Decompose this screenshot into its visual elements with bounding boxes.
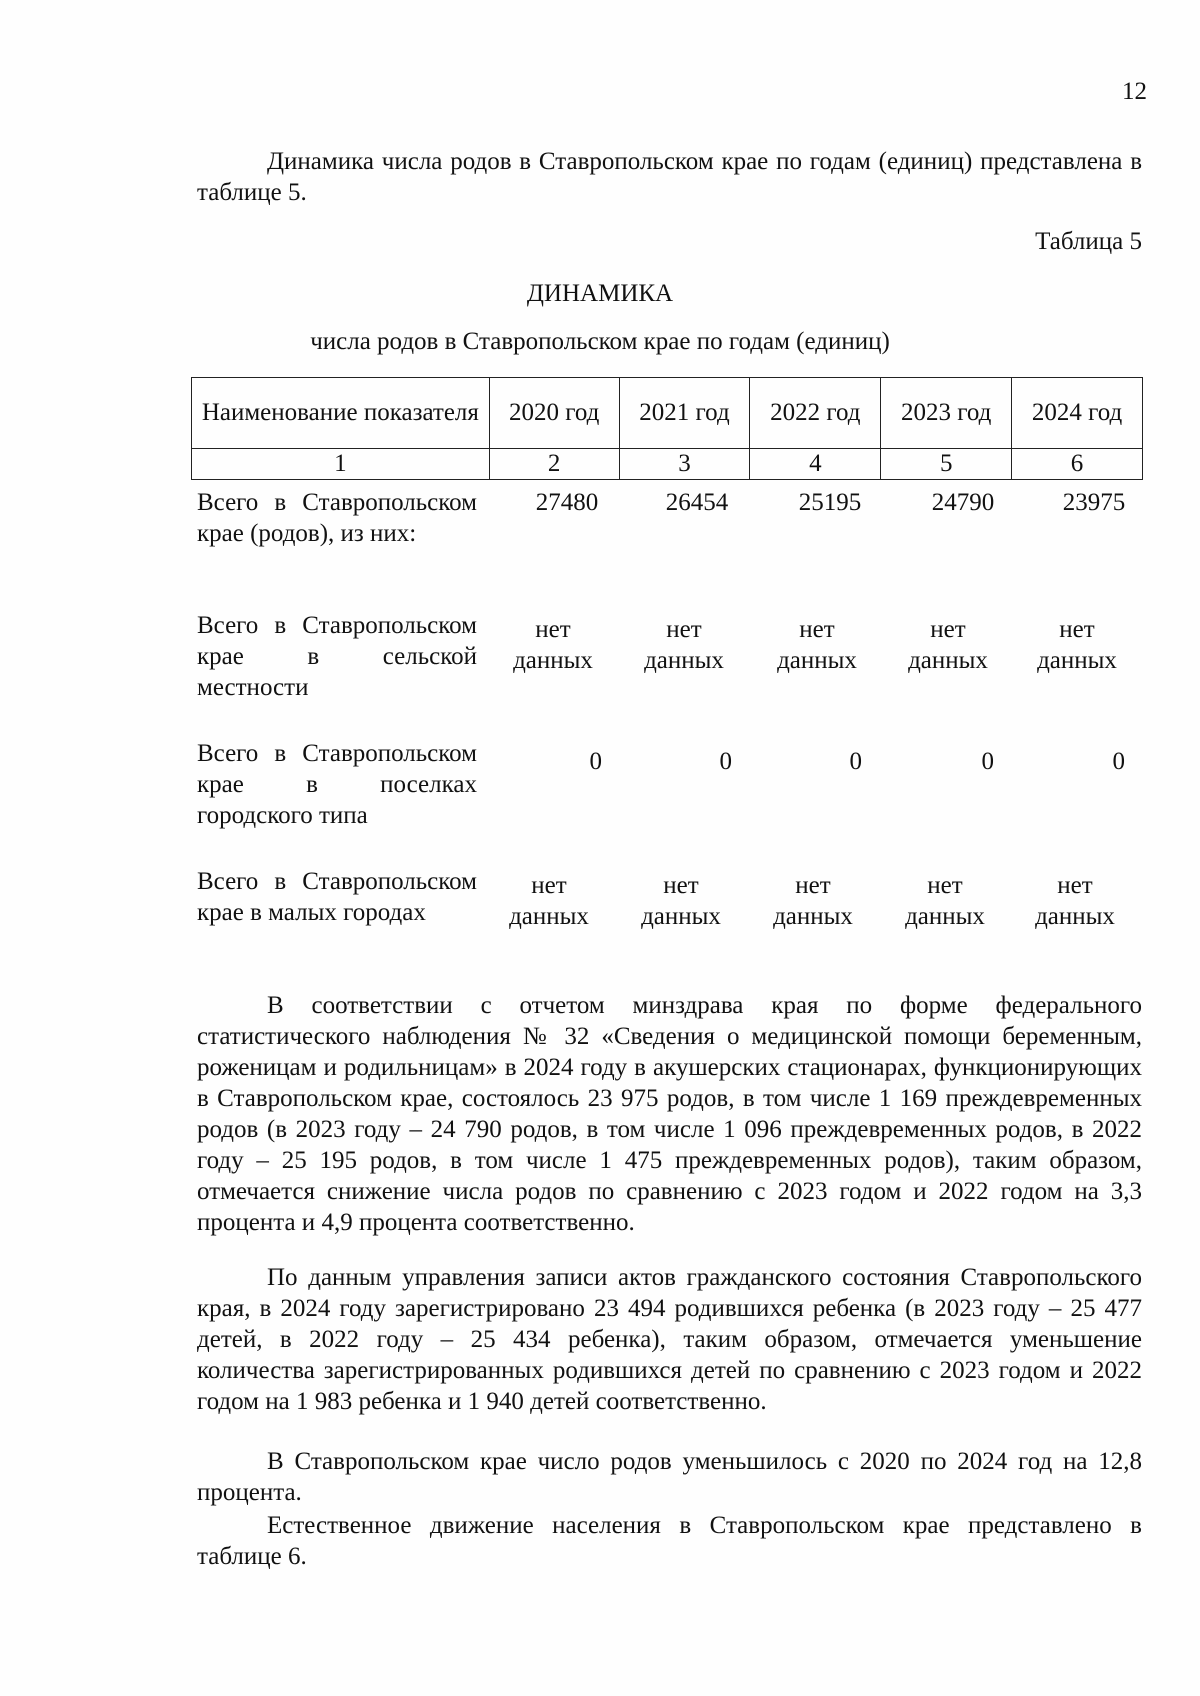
header-cell: 2021 год: [619, 378, 750, 449]
header-cell: Наименование показателя: [192, 378, 490, 449]
row-value: нет данных: [908, 616, 988, 674]
table-header: [191, 377, 1143, 480]
intro-paragraph: Динамика числа родов в Ставропольском крае по годам (единиц) представлена в таблице 5.: [197, 148, 1142, 206]
row-value: нет данных: [1037, 616, 1117, 674]
table-row: [197, 738, 1147, 866]
header-cell: 2022 год: [750, 378, 881, 449]
row-name: Всего в Ставропольском крае в малых городах: [197, 868, 477, 926]
row-value: 25195: [798, 489, 862, 516]
header-cell: 2023 год: [881, 378, 1012, 449]
header-cell: 2024 год: [1012, 378, 1143, 449]
table-row: [197, 487, 1147, 610]
row-value: нет данных: [513, 616, 593, 674]
row-value: 0: [849, 748, 862, 775]
row-value: нет данных: [509, 872, 589, 930]
row-value: 24790: [931, 489, 995, 516]
row-value: нет данных: [644, 616, 724, 674]
column-number: 3: [619, 449, 750, 480]
row-name: Всего в Ставропольском крае в сельской местности: [197, 612, 477, 701]
table-subtitle: числа родов в Ставропольском крае по годам (единиц): [310, 328, 890, 355]
table-label: Таблица 5: [1035, 228, 1142, 255]
table-row: [197, 866, 1147, 966]
table-title: ДИНАМИКА: [526, 280, 674, 307]
row-value: нет данных: [905, 872, 985, 930]
body-paragraph: В Ставропольском крае число родов уменьшилось с 2020 по 2024 год на 12,8 процента.: [197, 1448, 1142, 1506]
column-number: 5: [881, 449, 1012, 480]
column-number: 1: [192, 449, 490, 480]
row-value: нет данных: [641, 872, 721, 930]
row-value: 0: [589, 748, 602, 775]
row-value: 0: [719, 748, 732, 775]
row-value: 27480: [535, 489, 599, 516]
page-number: 12: [1122, 78, 1147, 105]
column-number: 6: [1012, 449, 1143, 480]
body-paragraph: По данным управления записи актов гражданского состояния Ставропольского края, в 2024 году зарегистрировано 23 494 родившихся ребенка (в 2023 году – 25 477 детей, в 2022 году – 25 434 ребенка), таким образом, отмечается уменьшение количества зарегистрированных родившихся детей по сравнению с 2023 годом и 2022 годом на 1 983 ребенка и 1 940 детей соответственно.: [197, 1264, 1142, 1415]
row-value: нет данных: [773, 872, 853, 930]
row-name: Всего в Ставропольском крае (родов), из них:: [197, 489, 477, 547]
row-value: 26454: [665, 489, 729, 516]
column-number: 4: [750, 449, 881, 480]
table-body: [197, 487, 1147, 966]
row-value: нет данных: [777, 616, 857, 674]
header-cell: 2020 год: [489, 378, 619, 449]
row-value: 23975: [1062, 489, 1126, 516]
body-paragraph: В соответствии с отчетом минздрава края по форме федерального статистического наблюдения № 32 «Сведения о медицинской помощи беременным, роженицам и родильницам» в 2024 году в акушерских стационарах, функционирующих в Ставропольском крае, состоялось 23 975 родов, в том числе 1 169 преждевременных родов (в 2023 году – 24 790 родов, в том числе 1 096 преждевременных родов, в 2022 году – 25 195 родов, в том числе 1 475 преждевременных родов), таким образом, отмечается снижение числа родов по сравнению с 2023 годом и 2022 годом на 3,3 процента и 4,9 процента соответственно.: [197, 992, 1142, 1236]
column-number: 2: [489, 449, 619, 480]
row-value: 0: [981, 748, 994, 775]
row-name: Всего в Ставропольском крае в поселках городского типа: [197, 740, 477, 829]
body-paragraph: Естественное движение населения в Ставропольском крае представлено в таблице 6.: [197, 1512, 1142, 1570]
table-row: [197, 610, 1147, 738]
row-value: нет данных: [1035, 872, 1115, 930]
row-value: 0: [1112, 748, 1125, 775]
